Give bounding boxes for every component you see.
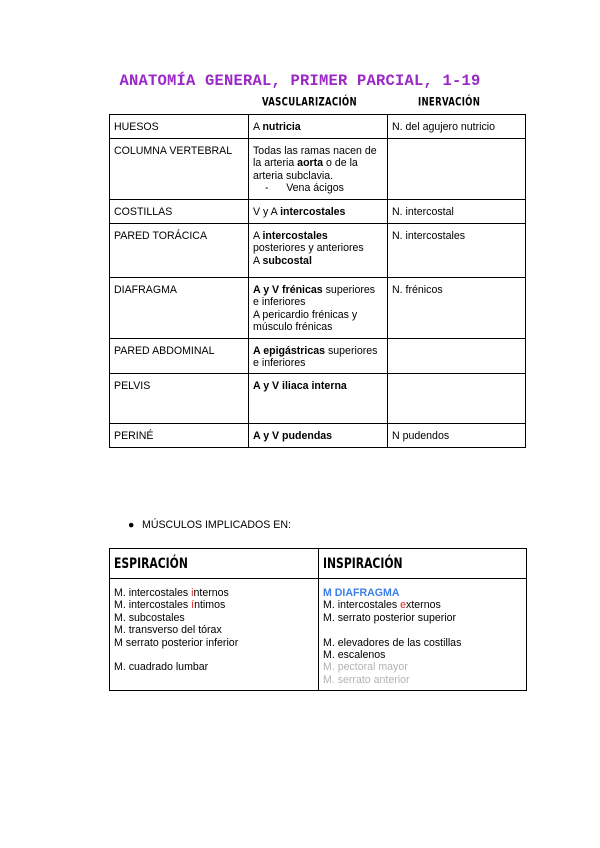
list-item: M. transverso del tórax bbox=[114, 624, 222, 637]
bullet-dot-icon: ● bbox=[128, 519, 135, 531]
anatomy-table bbox=[109, 114, 526, 448]
table-row bbox=[110, 339, 526, 374]
row-name: DIAFRAGMA bbox=[110, 278, 249, 339]
list-item: M. cuadrado lumbar bbox=[114, 661, 209, 674]
col-header-inervacion: INERVACIÓN bbox=[418, 95, 481, 110]
table-row bbox=[110, 374, 526, 424]
row-name: PERINÉ bbox=[110, 424, 249, 448]
row-name: PARED TORÁCICA bbox=[110, 224, 249, 278]
table-row bbox=[110, 224, 526, 278]
row-inerv bbox=[388, 374, 526, 424]
row-name: HUESOS bbox=[110, 115, 249, 139]
row-inerv: N. intercostal bbox=[388, 200, 526, 224]
table-row bbox=[110, 115, 526, 139]
row-inerv: N. frénicos bbox=[388, 278, 526, 339]
row-inerv bbox=[388, 139, 526, 200]
bullet-text: MÚSCULOS IMPLICADOS EN: bbox=[142, 519, 291, 531]
bullet-item bbox=[128, 519, 291, 531]
row-inerv: N. del agujero nutricio bbox=[388, 115, 526, 139]
list-item: M. pectoral mayor bbox=[323, 661, 408, 674]
row-vasc: Todas las ramas nacen de la arteria aorta o de la arteria subclavia. - Vena ácigos bbox=[249, 139, 388, 200]
table-row bbox=[110, 549, 527, 579]
list-item: M. subcostales bbox=[114, 611, 185, 624]
list-item: M. intercostales íntimos bbox=[114, 599, 226, 612]
header-espiracion: ESPIRACIÓN bbox=[110, 549, 319, 579]
row-vasc: A y V pudendas bbox=[249, 424, 388, 448]
list-item: M serrato posterior inferior bbox=[114, 636, 239, 649]
list-item: M. intercostales externos bbox=[323, 599, 441, 612]
muscles-table bbox=[109, 548, 527, 691]
table-row bbox=[110, 424, 526, 448]
row-vasc: A epigástricas superiores e inferiores bbox=[249, 339, 388, 374]
row-name: COSTILLAS bbox=[110, 200, 249, 224]
list-item: M. escalenos bbox=[323, 649, 386, 662]
row-vasc: A y V frénicas superiores e inferiores A pericardio frénicas y músculo frénicas bbox=[249, 278, 388, 339]
header-inspiracion: INSPIRACIÓN bbox=[319, 549, 527, 579]
list-item: M. serrato anterior bbox=[323, 673, 410, 686]
table-row bbox=[110, 579, 527, 691]
row-vasc: A nutricia bbox=[249, 115, 388, 139]
table-row bbox=[110, 278, 526, 339]
row-vasc: A y V iliaca interna bbox=[249, 374, 388, 424]
list-item: M. intercostales internos bbox=[114, 587, 229, 599]
list-item: M. serrato posterior superior bbox=[323, 611, 457, 624]
table-row bbox=[110, 139, 526, 200]
row-inerv: N pudendos bbox=[388, 424, 526, 448]
col-header-vascularizacion: VASCULARIZACIÓN bbox=[262, 95, 357, 110]
row-vasc: V y A intercostales bbox=[249, 200, 388, 224]
row-name: PARED ABDOMINAL bbox=[110, 339, 249, 374]
table-row bbox=[110, 200, 526, 224]
list-item: M DIAFRAGMA bbox=[323, 587, 400, 599]
row-inerv: N. intercostales bbox=[388, 224, 526, 278]
list-item: M. elevadores de las costillas bbox=[323, 636, 462, 649]
row-name: COLUMNA VERTEBRAL bbox=[110, 139, 249, 200]
espiracion-list bbox=[110, 579, 319, 691]
row-inerv bbox=[388, 339, 526, 374]
row-name: PELVIS bbox=[110, 374, 249, 424]
row-vasc: A intercostales posteriores y anteriores A subcostal bbox=[249, 224, 388, 278]
inspiracion-list bbox=[319, 579, 527, 691]
page-title: ANATOMÍA GENERAL, PRIMER PARCIAL, 1-19 bbox=[119, 72, 481, 90]
